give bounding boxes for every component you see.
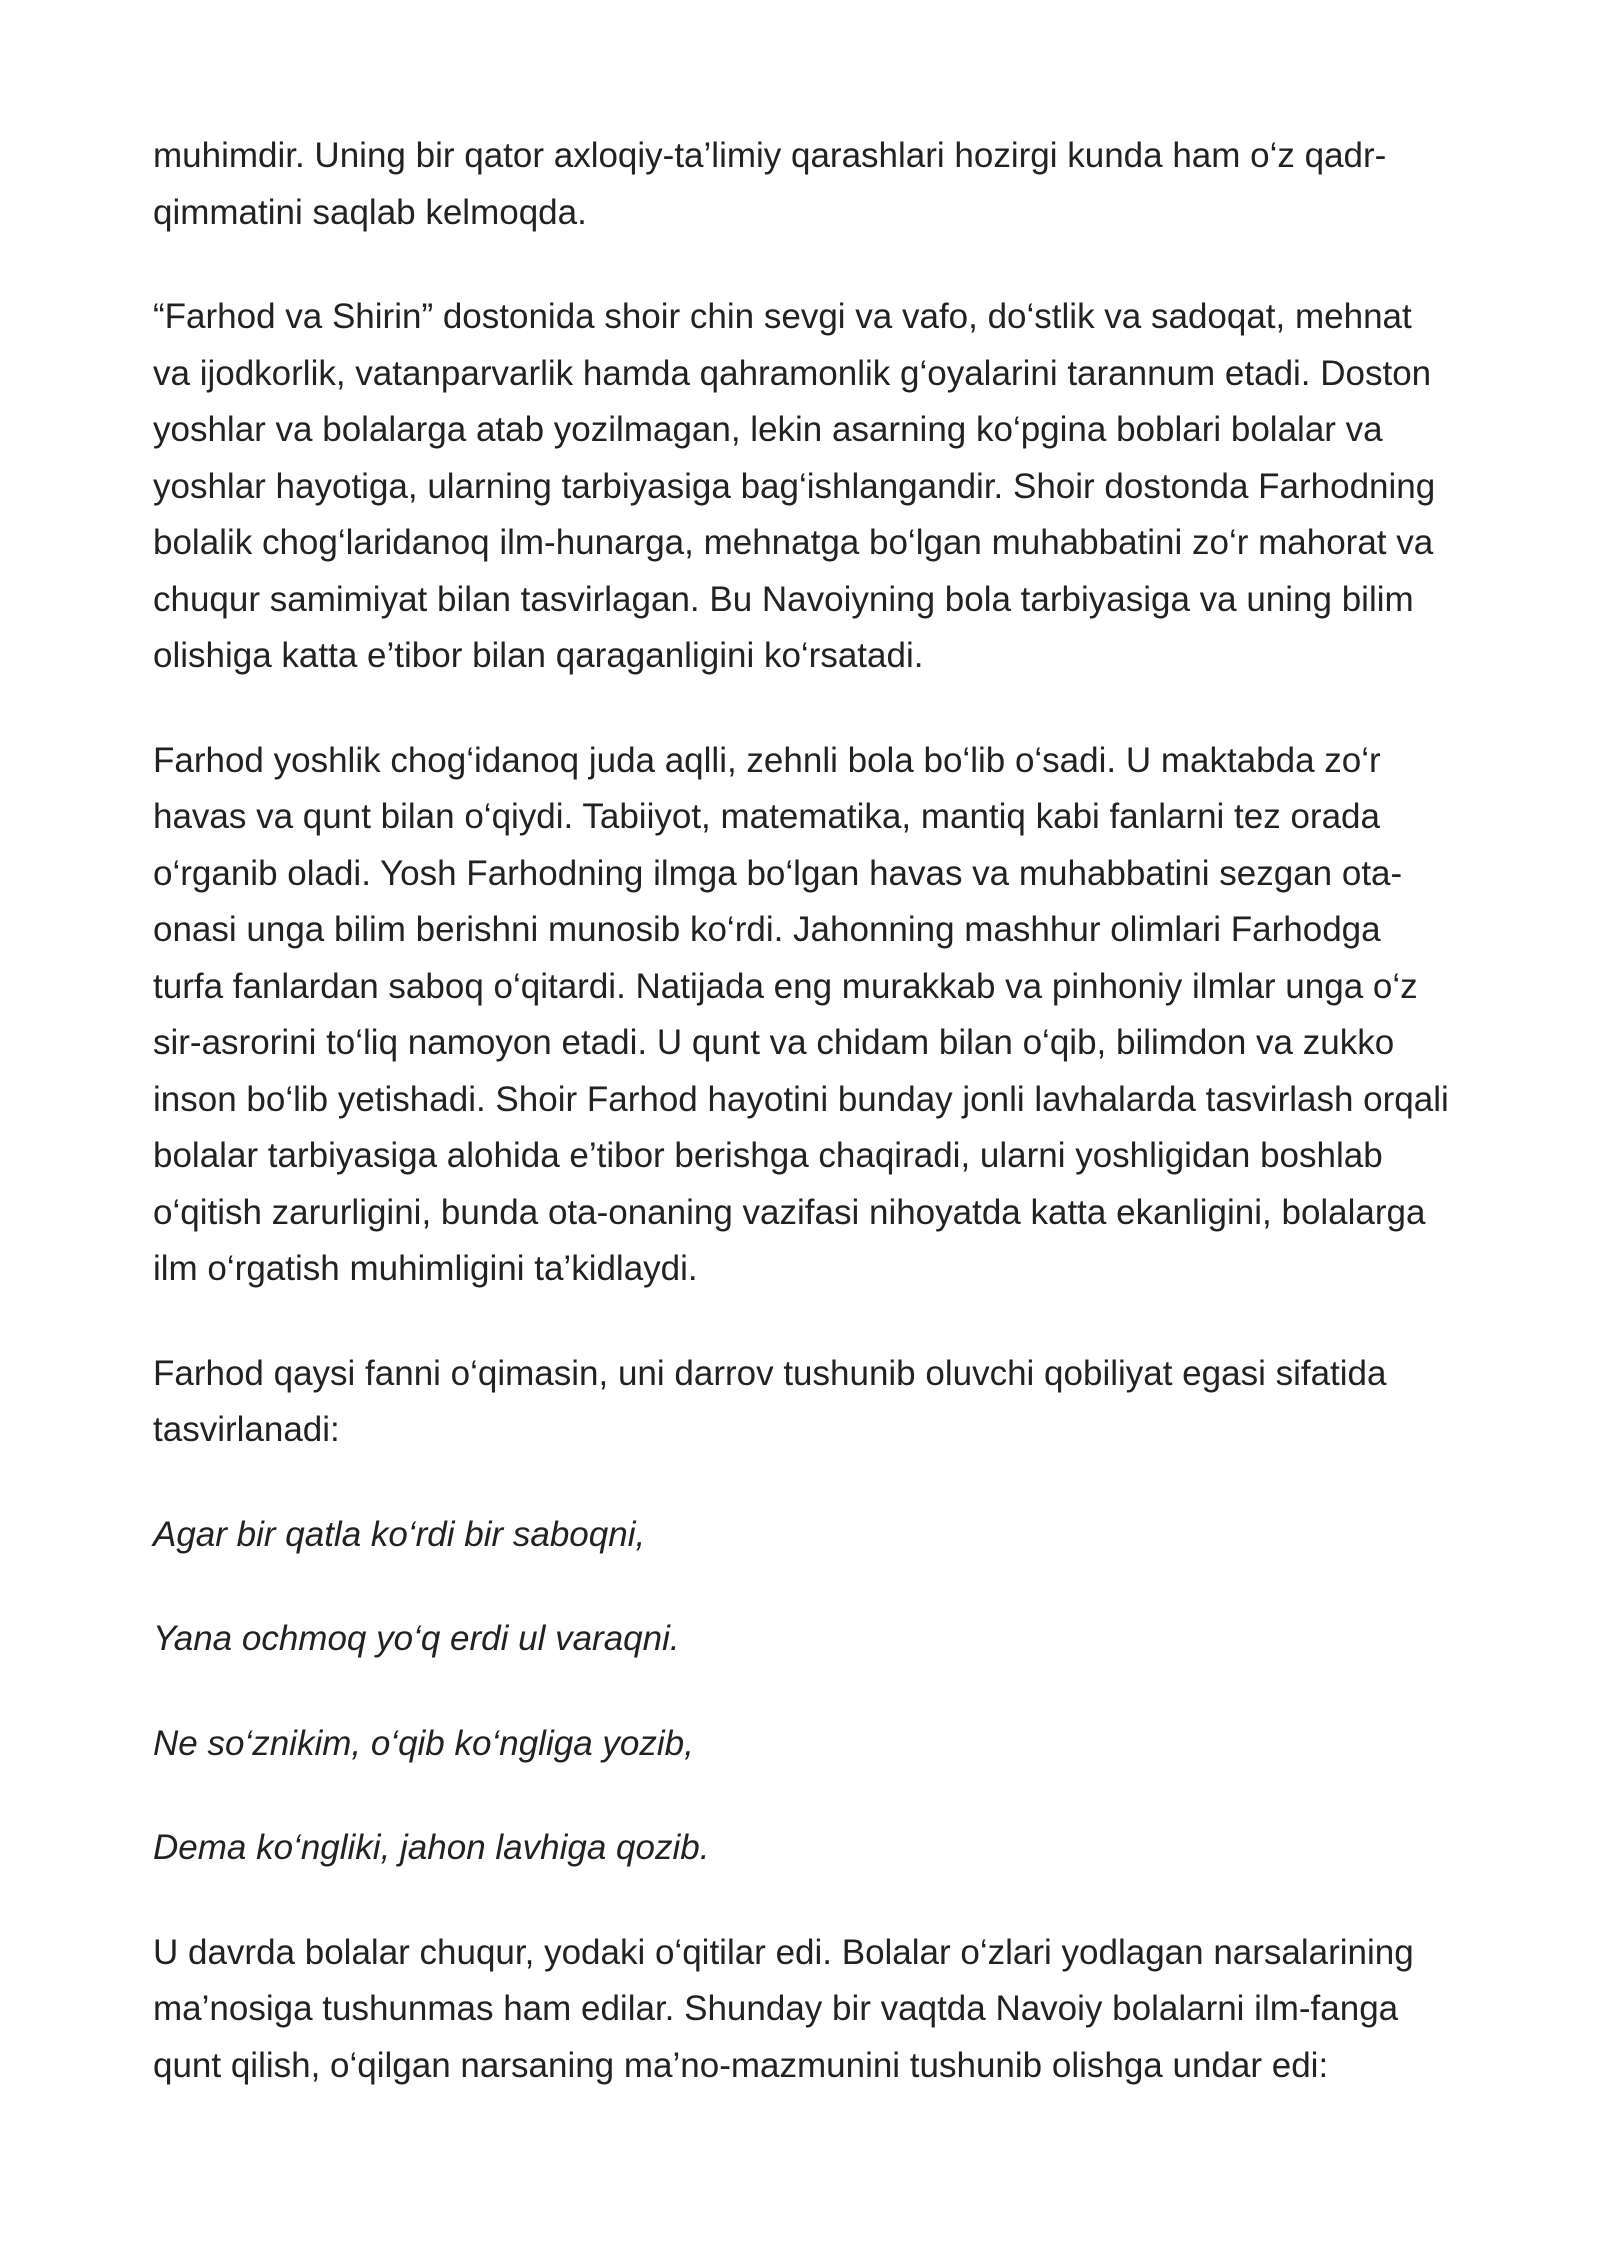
text-line: va ijodkorlik, vatanparvarlik hamda qahramonlik g‘oyalarini tarannum etadi. Doston: [153, 353, 1432, 393]
verse-line-4: Dema ko‘ngliki, jahon lavhiga qozib.: [153, 1828, 710, 1867]
text-line: turfa fanlardan saboq o‘qitardi. Natijada eng murakkab va pinhoniy ilmlar unga o‘z: [153, 966, 1418, 1006]
text-line: o‘qitish zarurligini, bunda ota-onaning vazifasi nihoyatda katta ekanligini, bolalarga: [153, 1192, 1426, 1232]
paragraph-2: [153, 289, 1513, 685]
text-line: muhimdir. Uning bir qator axloqiy-ta’limiy qarashlari hozirgi kunda ham o‘z qadr-: [153, 136, 1387, 175]
verse-line-3: Ne so‘znikim, o‘qib ko‘ngliga yozib,: [153, 1723, 694, 1763]
text-line: o‘rganib oladi. Yosh Farhodning ilmga bo‘lgan havas va muhabbatini sezgan ota-: [153, 853, 1403, 893]
verse-line-1: Agar bir qatla ko‘rdi bir saboqni,: [153, 1514, 646, 1554]
text-line: U davrda bolalar chuqur, yodaki o‘qitilar edi. Bolalar o‘zlari yodlagan narsalarining: [153, 1932, 1414, 1972]
text-line: ilm o‘rgatish muhimligini ta’kidlaydi.: [153, 1249, 698, 1288]
document-page: [153, 128, 1513, 2142]
text-line: chuqur samimiyat bilan tasvirlagan. Bu Navoiyning bola tarbiyasiga va uning bilim: [153, 579, 1414, 619]
paragraph-4: [153, 1346, 1513, 1459]
text-line: inson bo‘lib yetishadi. Shoir Farhod hayotini bunday jonli lavhalarda tasvirlash orqali: [153, 1079, 1449, 1119]
text-line: bolalar tarbiyasiga alohida e’tibor berishga chaqiradi, ularni yoshligidan boshlab: [153, 1136, 1383, 1175]
text-line: havas va qunt bilan o‘qiydi. Tabiiyot, matematika, mantiq kabi fanlarni tez orada: [153, 797, 1380, 836]
paragraph-1: [153, 128, 1513, 241]
text-line: sir-asrorini to‘liq namoyon etadi. U qunt va chidam bilan o‘qib, bilimdon va zukko: [153, 1023, 1395, 1062]
text-line: olishiga katta e’tibor bilan qaraganligini ko‘rsatadi.: [153, 636, 924, 675]
paragraph-closing: [153, 1925, 1513, 2095]
text-line: yoshlar va bolalarga atab yozilmagan, lekin asarning ko‘pgina boblari bolalar va: [153, 410, 1383, 449]
text-line: tasvirlanadi:: [153, 1410, 340, 1449]
text-line: bolalik chog‘laridanoq ilm-hunarga, mehnatga bo‘lgan muhabbatini zo‘r mahorat va: [153, 523, 1434, 562]
text-line: yoshlar hayotiga, ularning tarbiyasiga bag‘ishlangandir. Shoir dostonda Farhodning: [153, 466, 1436, 506]
text-line: Farhod qaysi fanni o‘qimasin, uni darrov tushunib oluvchi qobiliyat egasi sifatida: [153, 1353, 1387, 1393]
paragraph-3: [153, 733, 1513, 1298]
text-line: qunt qilish, o‘qilgan narsaning ma’no-mazmunini tushunib olishga undar edi:: [153, 2045, 1329, 2085]
verse-line-2: Yana ochmoq yo‘q erdi ul varaqni.: [153, 1619, 680, 1658]
text-line: “Farhod va Shirin” dostonida shoir chin sevgi va vafo, do‘stlik va sadoqat, mehnat: [153, 297, 1412, 336]
text-line: qimmatini saqlab kelmoqda.: [153, 192, 587, 232]
text-line: onasi unga bilim berishni munosib ko‘rdi. Jahonning mashhur olimlari Farhodga: [153, 910, 1381, 949]
text-line: ma’nosiga tushunmas ham edilar. Shunday bir vaqtda Navoiy bolalarni ilm-fanga: [153, 1989, 1399, 2028]
text-line: Farhod yoshlik chog‘idanoq juda aqlli, zehnli bola bo‘lib o‘sadi. U maktabda zo‘r: [153, 740, 1381, 780]
